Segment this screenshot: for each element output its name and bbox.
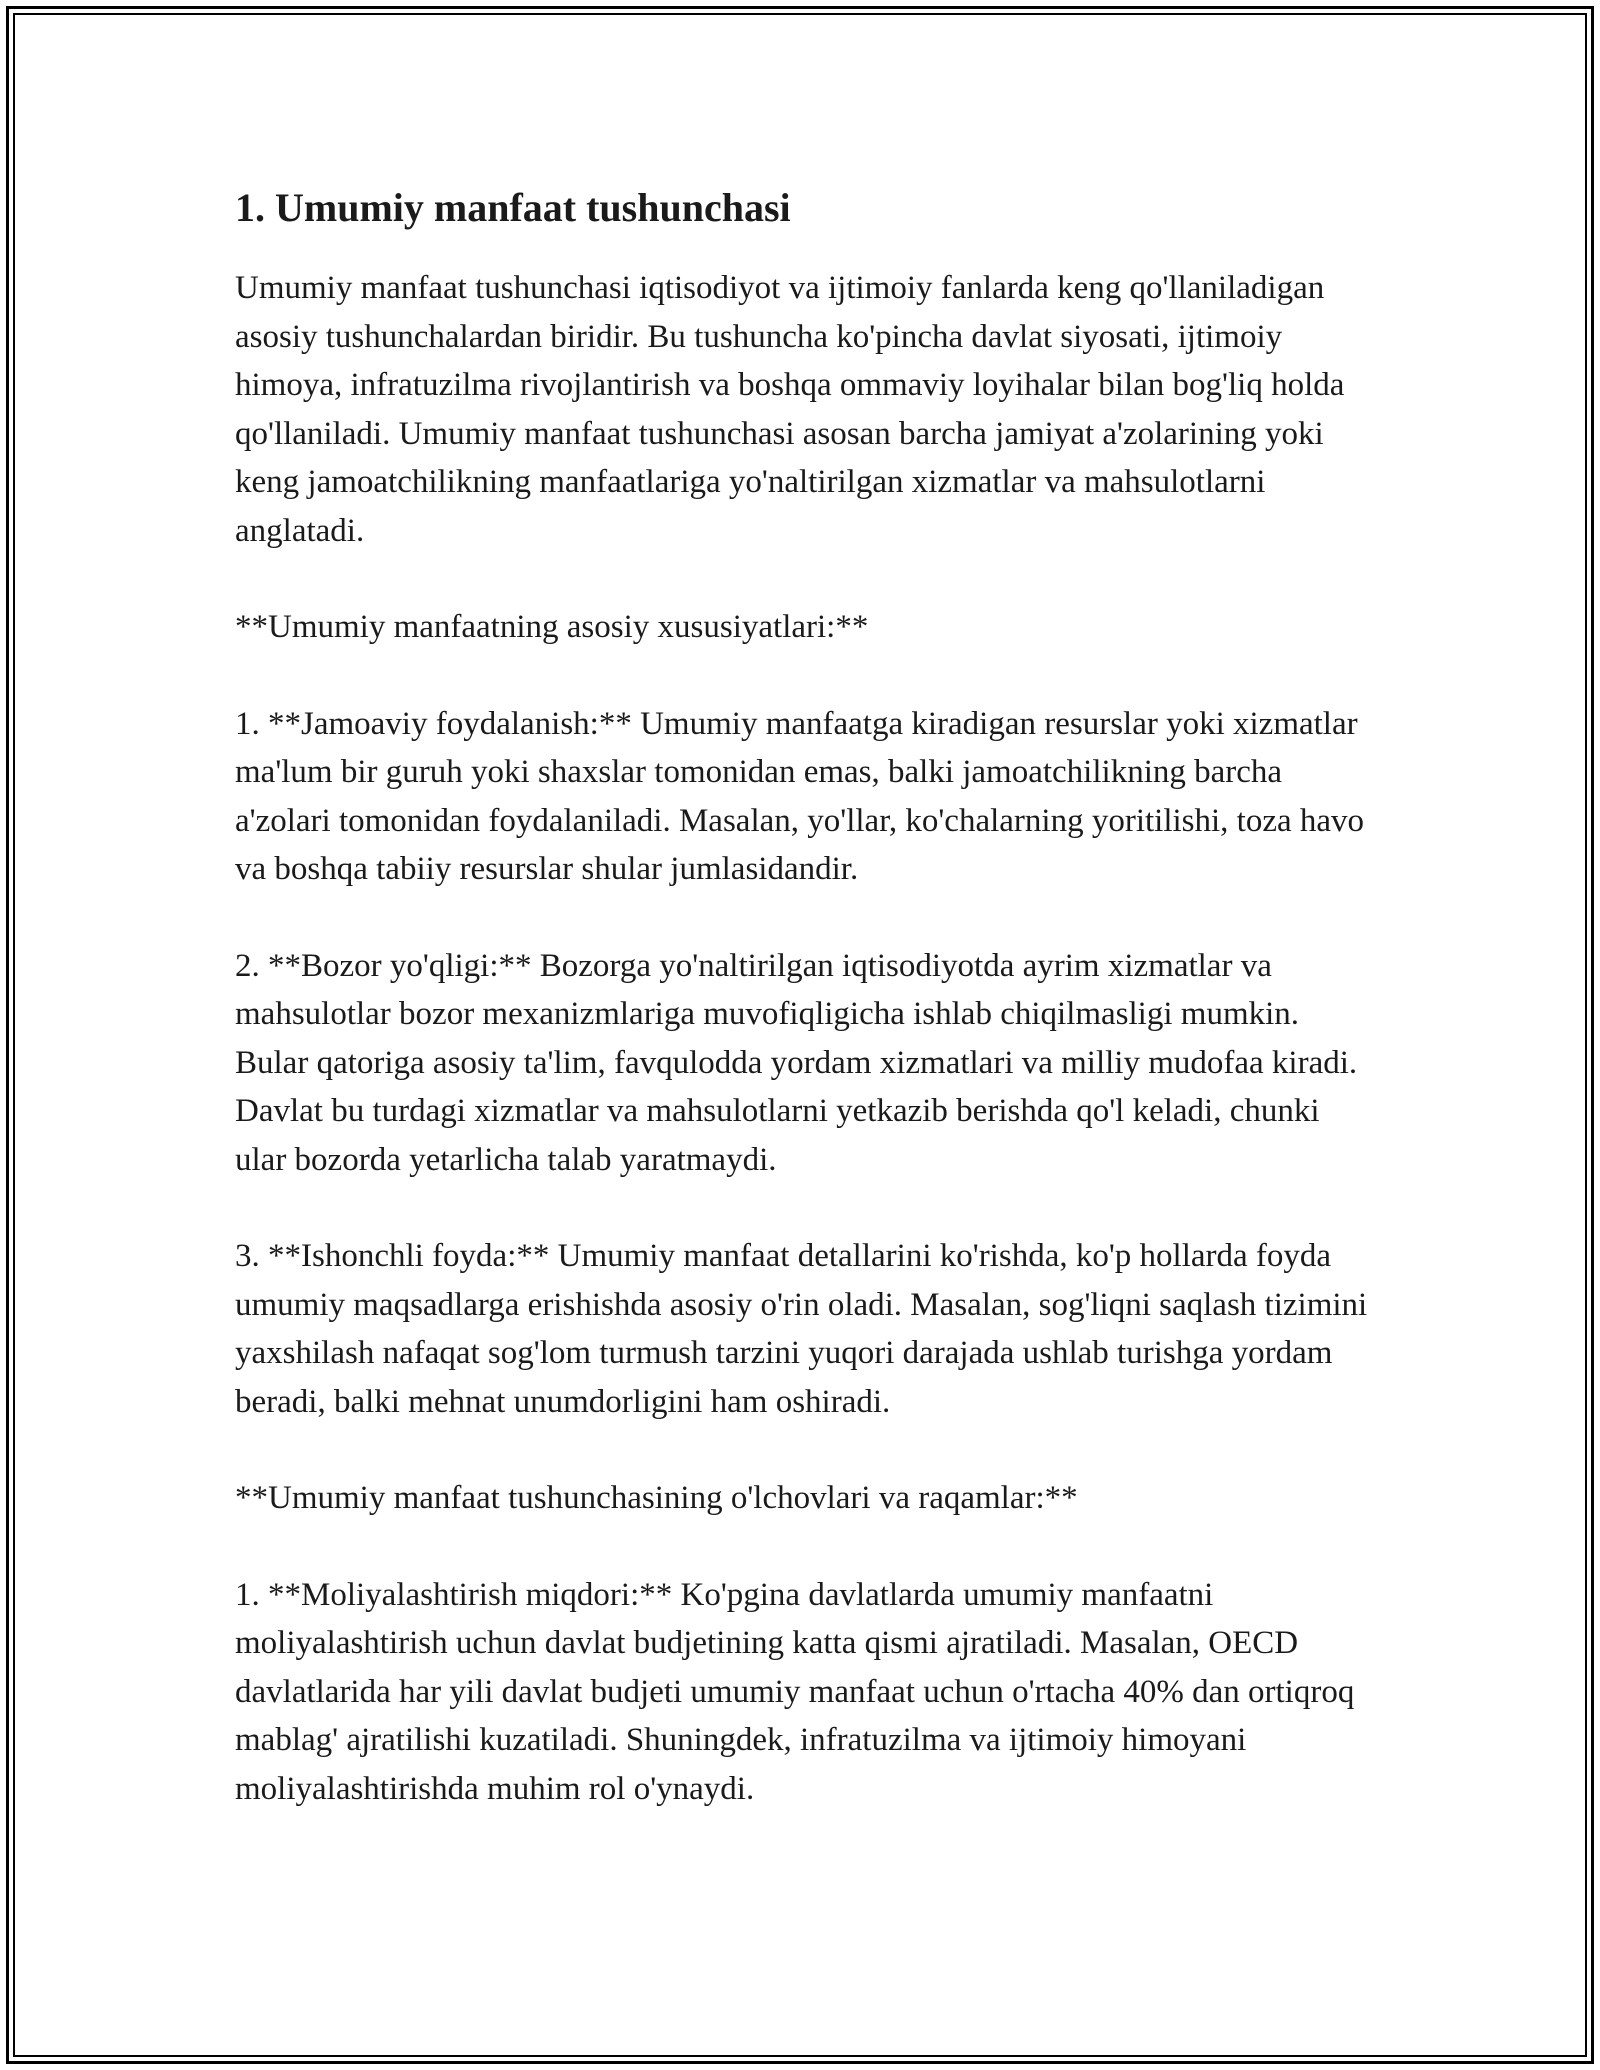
feature-item-market-absence: 2. **Bozor yo'qligi:** Bozorga yo'naltirilgan iqtisodiyotda ayrim xizmatlar va mahsulotlar bozor mexanizmlariga muvofiqligicha ishlab chiqilmasligi mumkin. Bular qatoriga asosiy ta'lim, favqulodda yordam xizmatlari va milliy mudofaa kiradi. Davlat bu turdagi xizmatlar va mahsulotlarni yetkazib berishda qo'l keladi, chunki ular bozorda yetarlicha talab yaratmaydi. <box>235 947 1358 1178</box>
measurement-item-funding: 1. **Moliyalashtirish miqdori:** Ko'pgina davlatlarda umumiy manfaatni moliyalashtirish uchun davlat budjetining katta qismi ajratiladi. Masalan, OECD davlatlarida har yili davlat budjeti umumiy manfaat uchun o'rtacha 40% dan ortiqroq mablag' ajratilishi kuzatiladi. Shuningdek, infratuzilma va ijtimoiy himoyani moliyalashtirishda muhim rol o'ynaydi. <box>235 1576 1355 1807</box>
feature-item-reliable-benefit: 3. **Ishonchli foyda:** Umumiy manfaat detallarini ko'rishda, ko'p hollarda foyda umumiy maqsadlarga erishishda asosiy o'rin oladi. Masalan, sog'liqni saqlash tizimini yaxshilash nafaqat sog'lom turmush tarzini yuqori darajada ushlab turishga yordam beradi, balki mehnat unumdorligini ham oshiradi. <box>235 1238 1368 1420</box>
feature-item-collective-use: 1. **Jamoaviy foydalanish:** Umumiy manfaatga kiradigan resurslar yoki xizmatlar ma'lum bir guruh yoki shaxslar tomonidan emas, balki jamoatchilikning barcha a'zolari tomonidan foydalaniladi. Masalan, yo'llar, ko'chalarning yoritilishi, toza havo va boshqa tabiiy resurslar shular jumlasidandir. <box>235 705 1365 887</box>
section-heading-features: **Umumiy manfaatning asosiy xususiyatlari:** <box>235 609 869 645</box>
intro-paragraph: Umumiy manfaat tushunchasi iqtisodiyot va ijtimoiy fanlarda keng qo'llaniladigan asosiy tushunchalardan biridir. Bu tushuncha ko'pincha davlat siyosati, ijtimoiy himoya, infratuzilma rivojlantirish va boshqa ommaviy loyihalar bilan bog'liq holda qo'llaniladi. Umumiy manfaat tushunchasi asosan barcha jamiyat a'zolarining yoki keng jamoatchilikning manfaatlariga yo'naltirilgan xizmatlar va mahsulotlarni anglatadi. <box>235 270 1345 549</box>
document-title: 1. Umumiy manfaat tushunchasi <box>235 185 791 230</box>
section-heading-measurements: **Umumiy manfaat tushunchasining o'lchovlari va raqamlar:** <box>235 1480 1078 1516</box>
document-body <box>235 182 1375 1861</box>
